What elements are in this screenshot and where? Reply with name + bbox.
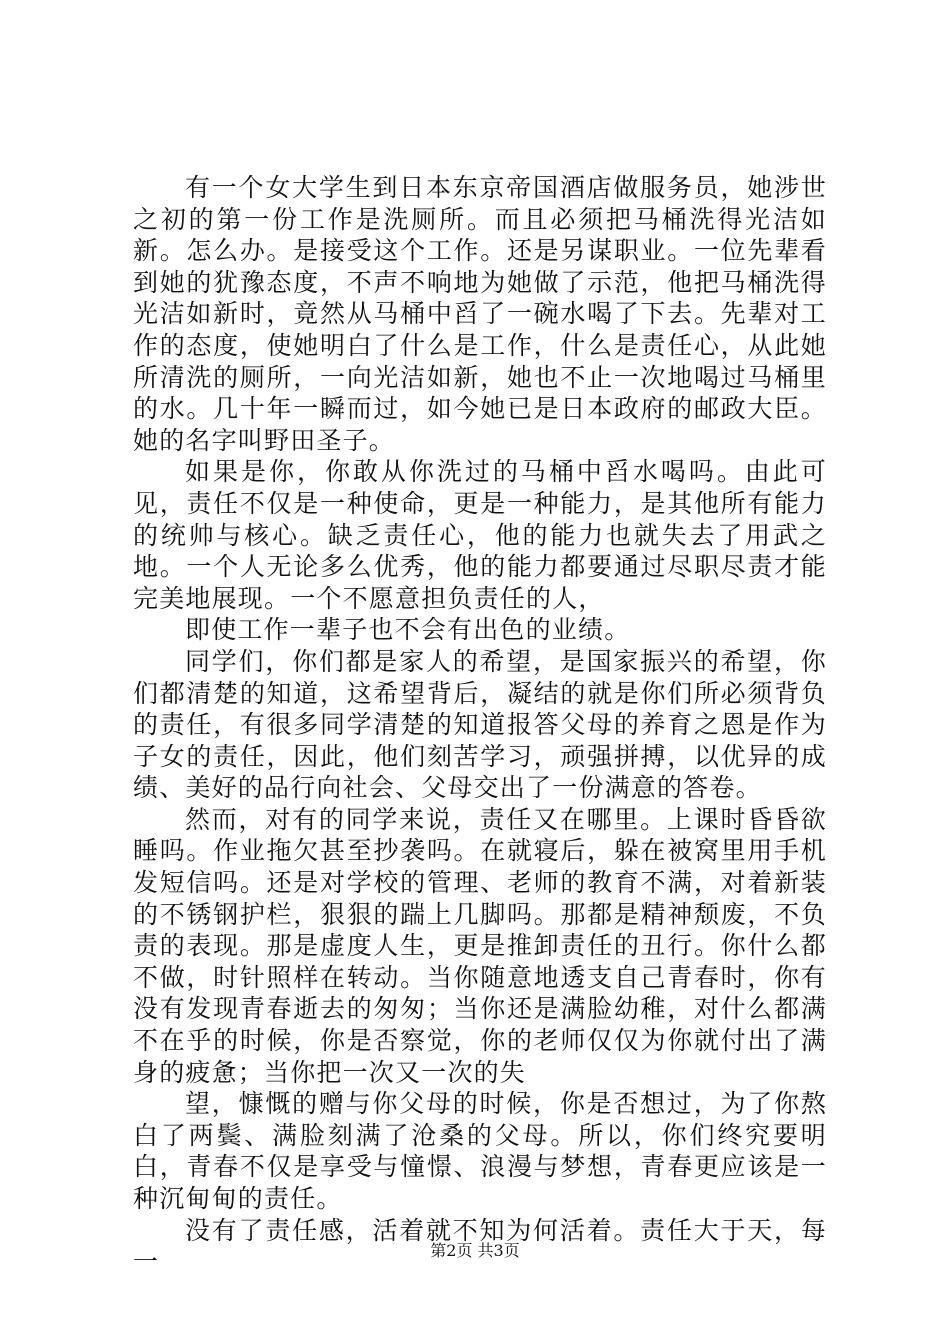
paragraph: 同学们，你们都是家人的希望，是国家振兴的希望，你们都清楚的知道，这希望背后，凝结的就是你们所必须背负的责任，有很多同学清楚的知道报答父母的养育之恩是作为子女的责任，因此，他们刻苦学习，顽强拼搏，以优异的成绩、美好的品行向社会、父母交出了一份满意的答卷。 (133, 646, 827, 803)
paragraph: 有一个女大学生到日本东京帝国酒店做服务员，她涉世之初的第一份工作是洗厕所。而且必须把马桶洗得光洁如新。怎么办。是接受这个工作。还是另谋职业。一位先辈看到她的犹豫态度，不声不响地为她做了示范，他把马桶洗得光洁如新时，竟然从马桶中舀了一碗水喝了下去。先辈对工作的态度，使她明白了什么是工作，什么是责任心，从此她所清洗的厕所，一向光洁如新，她也不止一次地喝过马桶里的水。几十年一瞬而过，如今她已是日本政府的邮政大臣。她的名字叫野田圣子。 (133, 173, 827, 455)
page-number-footer: 第2页 共3页 (430, 1241, 520, 1260)
paragraph: 如果是你，你敢从你洗过的马桶中舀水喝吗。由此可见，责任不仅是一种使命，更是一种能力，是其他所有能力的统帅与核心。缺乏责任心，他的能力也就失去了用武之地。一个人无论多么优秀，他的能力都要通过尽职尽责才能完美地展现。一个不愿意担负责任的人， (133, 457, 827, 613)
paragraph: 望，慷慨的赠与你父母的时候，你是否想过，为了你熬白了两鬓、满脸刻满了沧桑的父母。所以，你们终究要明白，青春不仅是享受与憧憬、浪漫与梦想，青春更应该是一种沉甸甸的责任。 (133, 1089, 827, 1213)
document-body (133, 172, 827, 1278)
paragraph: 然而，对有的同学来说，责任又在哪里。上课时昏昏欲睡吗。作业拖欠甚至抄袭吗。在就寝后，躲在被窝里用手机发短信吗。还是对学校的管理、老师的教育不满，对着新装的不锈钢护栏，狠狠的踹上几脚吗。那都是精神颓废，不负责的表现。那是虚度人生，更是推卸责任的丑行。你什么都不做，时针照样在转动。当你随意地透支自己青春时，你有没有发现青春逝去的匆匆；当你还是满脸幼稚，对什么都满不在乎的时候，你是否察觉，你的老师仅仅为你就付出了满身的疲惫；当你把一次又一次的失 (133, 804, 827, 1087)
paragraph: 没有了责任感，活着就不知为何活着。责任大于天，每一 (133, 1215, 827, 1277)
paragraph: 即使工作一辈子也不会有出色的业绩。 (185, 615, 631, 645)
